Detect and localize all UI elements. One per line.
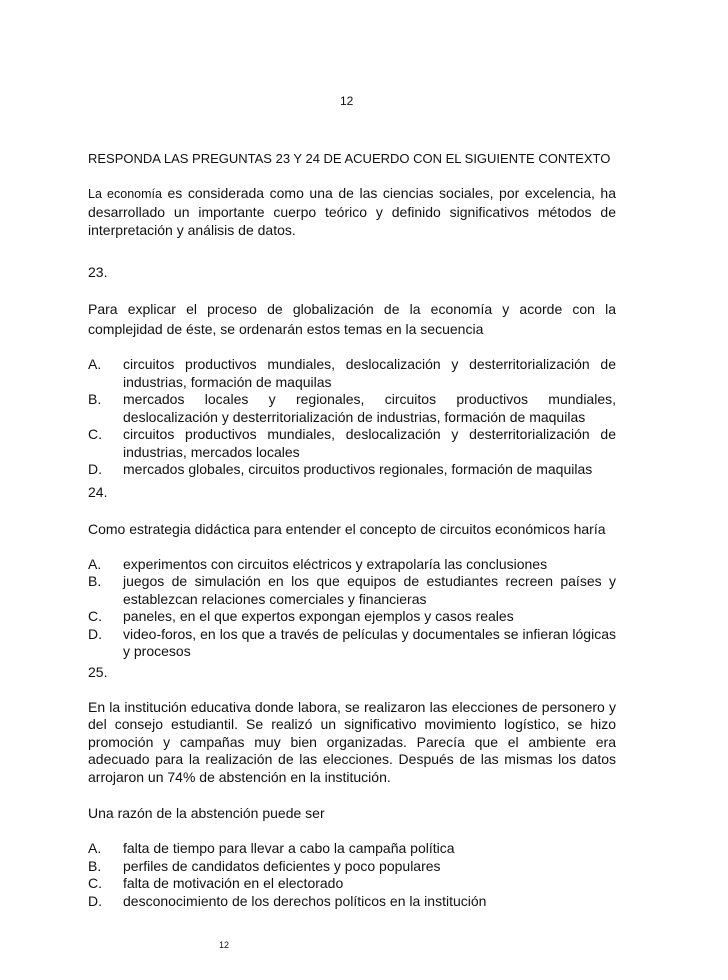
option-text: mercados globales, circuitos productivos regionales, formación de maquilas xyxy=(123,461,593,477)
page-number-top: 12 xyxy=(340,94,354,108)
option-text: paneles, en el que expertos expongan ejemplos y casos reales xyxy=(123,608,514,624)
option-letter: D. xyxy=(88,892,102,909)
question-stem: Una razón de la abstención puede ser xyxy=(88,805,325,821)
question-23 xyxy=(88,263,616,479)
option-d xyxy=(88,626,616,661)
option-text: video-foros, en los que a través de películas y documentales se infieran lógicas y procesos xyxy=(123,625,616,659)
option-letter: A. xyxy=(88,555,102,572)
context-paragraph xyxy=(88,184,616,239)
option-letter: A. xyxy=(88,356,102,372)
option-b xyxy=(88,573,616,608)
option-a xyxy=(88,840,616,858)
question-context: En la institución educativa donde labora, se realizaron las elecciones de personero y del consejo estudiantil. Se realizó un significativo movimiento logístico, se hizo promoción y campañas muy bien organizadas. Parecía que el ambiente era adecuado para la realización de las elecciones. Después de las mismas los datos arrojaron un 74% de abstención en la institución. xyxy=(88,698,616,785)
question-number: 23. xyxy=(88,264,108,280)
option-d xyxy=(88,461,616,479)
option-letter: C. xyxy=(88,426,102,442)
question-25 xyxy=(88,663,616,911)
option-text: falta de tiempo para llevar a cabo la campaña política xyxy=(123,840,455,856)
page-number-bottom: 12 xyxy=(219,940,230,950)
context-lead: La economía xyxy=(88,187,162,201)
option-text: experimentos con circuitos eléctricos y extrapolaría las conclusiones xyxy=(123,555,548,572)
option-letter: B. xyxy=(88,391,102,407)
option-list xyxy=(88,840,616,910)
option-letter: D. xyxy=(88,625,102,642)
option-text: desconocimiento de los derechos políticos en la institución xyxy=(123,892,487,909)
option-c xyxy=(88,608,616,626)
option-text: perfiles de candidatos deficientes y poco populares xyxy=(123,857,441,874)
option-b xyxy=(88,391,616,426)
option-list xyxy=(88,356,616,479)
option-letter: A. xyxy=(88,840,102,856)
context-rest: es considerada como una de las ciencias sociales, por excelencia, ha desarrollado un importante cuerpo teórico y definido significativos métodos de interpretación y análisis de datos. xyxy=(88,185,616,238)
option-text: circuitos productivos mundiales, deslocalización y desterritorialización de industrias, formación de maquilas xyxy=(123,356,616,390)
option-text: falta de motivación en el electorado xyxy=(123,875,344,891)
option-text: juegos de simulación en los que equipos de estudiantes recreen países y establezcan relaciones comerciales y financieras xyxy=(123,573,616,607)
option-b xyxy=(88,858,616,876)
option-list xyxy=(88,556,616,661)
option-a xyxy=(88,356,616,391)
option-letter: C. xyxy=(88,608,102,624)
option-text: mercados locales y regionales, circuitos productivos mundiales, deslocalización y desterritorialización de industrias, formación de maquilas xyxy=(123,391,616,425)
option-letter: C. xyxy=(88,875,102,891)
document-body xyxy=(88,150,616,912)
question-24 xyxy=(88,483,616,661)
question-stem: Como estrategia didáctica para entender el concepto de circuitos económicos haría xyxy=(88,520,606,537)
option-letter: B. xyxy=(88,573,102,589)
option-a xyxy=(88,556,616,574)
instructions-heading: RESPONDA LAS PREGUNTAS 23 Y 24 DE ACUERDO CON EL SIGUIENTE CONTEXTO xyxy=(88,151,611,166)
option-letter: D. xyxy=(88,461,102,477)
option-text: circuitos productivos mundiales, deslocalización y desterritorialización de industrias, mercados locales xyxy=(123,426,616,460)
option-c xyxy=(88,426,616,461)
option-d xyxy=(88,893,616,911)
question-number: 24. xyxy=(88,483,108,500)
option-letter: B. xyxy=(88,857,102,874)
question-stem: Para explicar el proceso de globalización de la economía y acorde con la complejidad de éste, se ordenarán estos temas en la secuencia xyxy=(88,301,616,337)
option-c xyxy=(88,875,616,893)
question-number: 25. xyxy=(88,663,108,680)
